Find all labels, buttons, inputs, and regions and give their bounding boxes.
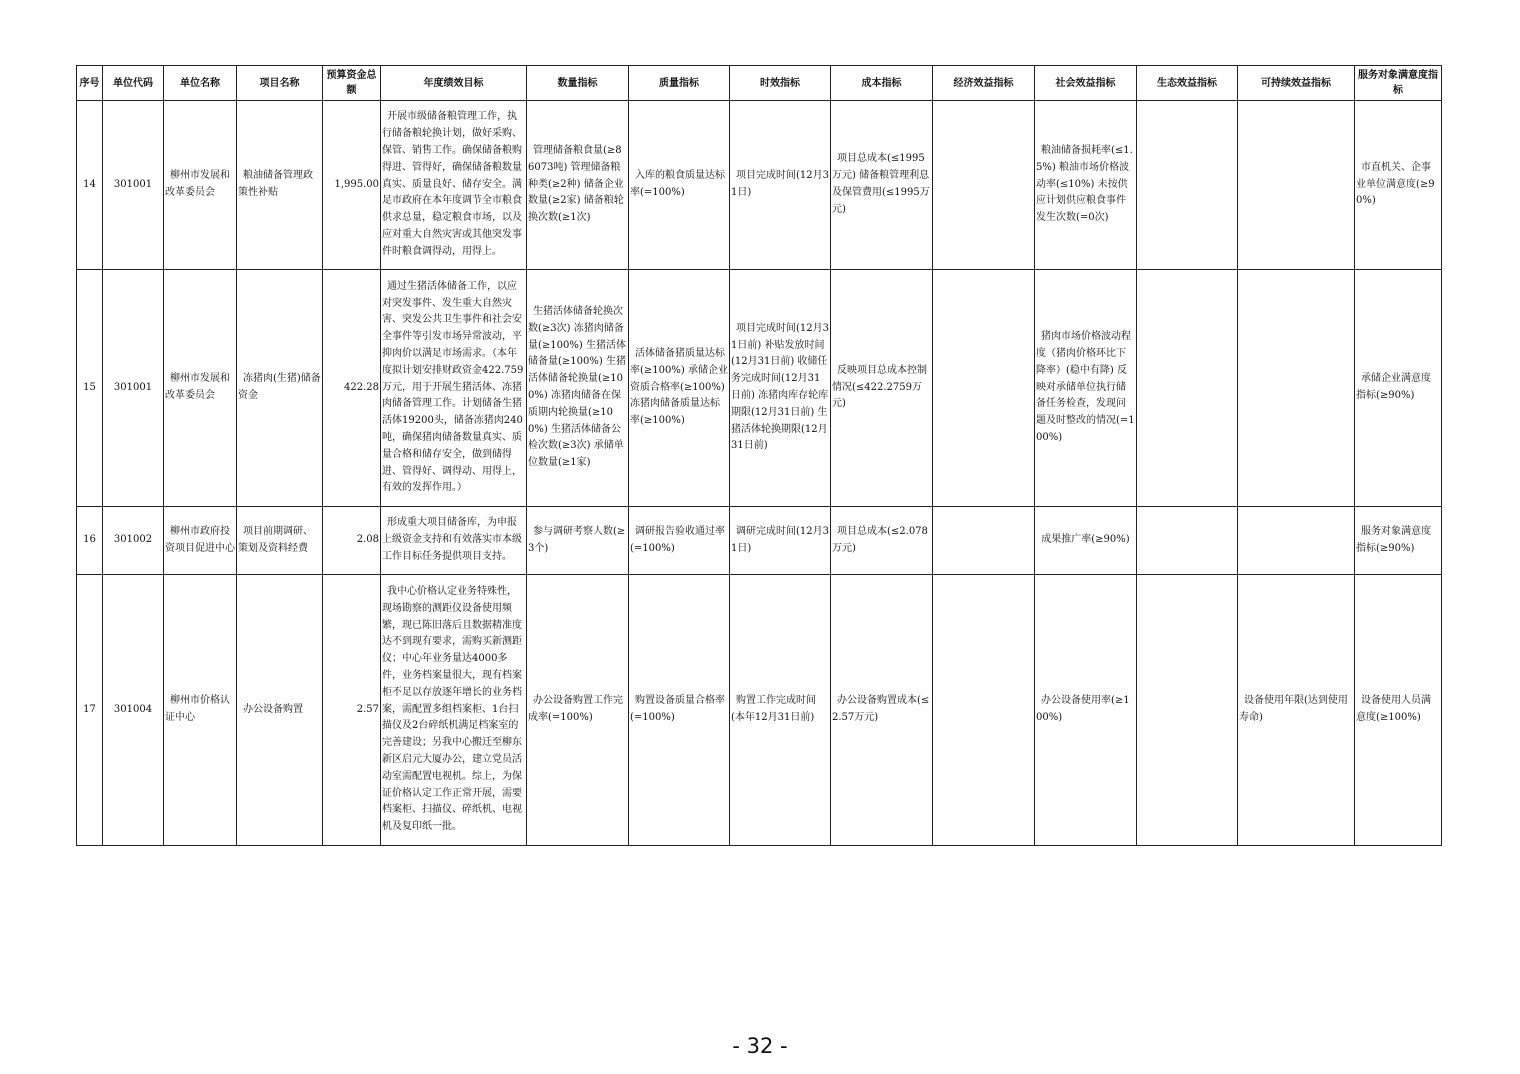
cell-ecological bbox=[1137, 575, 1238, 846]
cell-ecological bbox=[1137, 507, 1238, 575]
cell-quality: 购置设备质量合格率(=100%) bbox=[629, 575, 730, 846]
page-number: - 32 - bbox=[732, 1034, 788, 1058]
cell-ecological bbox=[1137, 101, 1238, 270]
cell-unit-name: 柳州市发展和改革委员会 bbox=[164, 101, 237, 270]
cell-social: 猪肉市场价格波动程度（猪肉价格环比下降率）(稳中有降) 反映对承储单位执行储备任务检查，发现问题及时整改的情况(=100%) bbox=[1035, 270, 1137, 507]
cell-economic bbox=[933, 270, 1035, 507]
cell-budget: 2.57 bbox=[323, 575, 381, 846]
cell-sustainable bbox=[1238, 270, 1355, 507]
table-row bbox=[77, 507, 1442, 575]
header-sustainable: 可持续效益指标 bbox=[1238, 66, 1355, 101]
cell-cost: 办公设备购置成本(≤2.57万元) bbox=[831, 575, 933, 846]
cell-annual-goal: 我中心价格认定业务特殊性，现场勘察的测距仪设备使用频繁，现已陈旧落后且数据精准度达不到现有要求，需购买新测距仪；中心年业务量达4000多件，业务档案量很大，现有档案柜不足以存放逐年增长的业务档案，需配置多组档案柜、1台扫描仪及2台碎纸机满足档案室的完善建设；另我中心搬迁至柳东新区启元大厦办公，建立党员活动室需配置电视机。综上，为保证价格认定工作正常开展，需要档案柜、扫描仪、碎纸机、电视机及复印纸一批。 bbox=[381, 575, 527, 846]
cell-annual-goal: 形成重大项目储备库，为申报上级资金支持和有效落实市本级工作目标任务提供项目支持。 bbox=[381, 507, 527, 575]
table-row bbox=[77, 575, 1442, 846]
header-satisfaction: 服务对象满意度指标 bbox=[1355, 66, 1442, 101]
cell-quantity: 管理储备粮食量(≥86073吨) 管理储备粮种类(≥2种) 储备企业数量(≥2家) 储备粮轮换次数(≥1次) bbox=[527, 101, 629, 270]
header-quantity: 数量指标 bbox=[527, 66, 629, 101]
cell-no: 17 bbox=[77, 575, 103, 846]
cell-project-name: 办公设备购置 bbox=[237, 575, 323, 846]
header-project-name: 项目名称 bbox=[237, 66, 323, 101]
header-budget: 预算资金总额 bbox=[323, 66, 381, 101]
table-row bbox=[77, 101, 1442, 270]
performance-table bbox=[76, 65, 1442, 846]
cell-cost: 反映项目总成本控制情况(≤422.2759万元) bbox=[831, 270, 933, 507]
cell-project-name: 项目前期调研、策划及资料经费 bbox=[237, 507, 323, 575]
cell-budget: 422.28 bbox=[323, 270, 381, 507]
cell-sustainable bbox=[1238, 507, 1355, 575]
cell-social: 成果推广率(≥90%) bbox=[1035, 507, 1137, 575]
cell-no: 16 bbox=[77, 507, 103, 575]
cell-quality: 活体储备猪质量达标率(≥100%) 承储企业资质合格率(≥100%) 冻猪肉储备质量达标率(≥100%) bbox=[629, 270, 730, 507]
cell-budget: 1,995.00 bbox=[323, 101, 381, 270]
cell-unit-name: 柳州市政府投资项目促进中心 bbox=[164, 507, 237, 575]
cell-unit-code: 301004 bbox=[103, 575, 164, 846]
cell-budget: 2.08 bbox=[323, 507, 381, 575]
cell-timeliness: 项目完成时间(12月31日前) 补贴发放时间(12月31日前) 收储任务完成时间(12月31日前) 冻猪肉库存轮库期限(12月31日前) 生猪活体轮换期限(12月31日前) bbox=[730, 270, 831, 507]
cell-project-name: 冻猪肉(生猪)储备资金 bbox=[237, 270, 323, 507]
cell-economic bbox=[933, 575, 1035, 846]
cell-unit-name: 柳州市价格认证中心 bbox=[164, 575, 237, 846]
cell-unit-name: 柳州市发展和改革委员会 bbox=[164, 270, 237, 507]
header-economic: 经济效益指标 bbox=[933, 66, 1035, 101]
header-no: 序号 bbox=[77, 66, 103, 101]
header-unit-name: 单位名称 bbox=[164, 66, 237, 101]
cell-satisfaction: 服务对象满意度指标(≥90%) bbox=[1355, 507, 1442, 575]
table-header-row bbox=[77, 66, 1442, 101]
cell-annual-goal: 通过生猪活体储备工作，以应对突发事件、发生重大自然灾害、突发公共卫生事件和社会安全事件等引发市场异常波动，平抑肉价以满足市场需求。（本年度拟计划安排财政资金422.759万元，用于开展生猪活体、冻猪肉储备管理工作。计划储备生猪活体19200头，储备冻猪肉240吨，确保猪肉储备数量真实、质量合格和储存安全，做到储得进、管得好、调得动、用得上，有效的发挥作用。） bbox=[381, 270, 527, 507]
cell-ecological bbox=[1137, 270, 1238, 507]
cell-unit-code: 301001 bbox=[103, 270, 164, 507]
cell-social: 粮油储备损耗率(≤1.5%) 粮油市场价格波动率(≤10%) 未按供应计划供应粮食事件发生次数(=0次) bbox=[1035, 101, 1137, 270]
cell-quality: 调研报告验收通过率(=100%) bbox=[629, 507, 730, 575]
cell-quantity: 办公设备购置工作完成率(=100%) bbox=[527, 575, 629, 846]
cell-no: 14 bbox=[77, 101, 103, 270]
header-ecological: 生态效益指标 bbox=[1137, 66, 1238, 101]
cell-cost: 项目总成本(≤1995万元) 储备粮管理利息及保管费用(≤1995万元) bbox=[831, 101, 933, 270]
cell-quantity: 生猪活体储备轮换次数(≥3次) 冻猪肉储备量(≥100%) 生猪活体储备量(≥100%) 生猪活体储备轮换量(≥100%) 冻猪肉储备在保质期内轮换量(≥100%) 生猪活体储备公检次数(≥3次) 承储单位数量(≥1家) bbox=[527, 270, 629, 507]
header-unit-code: 单位代码 bbox=[103, 66, 164, 101]
cell-timeliness: 购置工作完成时间(本年12月31日前) bbox=[730, 575, 831, 846]
cell-no: 15 bbox=[77, 270, 103, 507]
cell-unit-code: 301001 bbox=[103, 101, 164, 270]
cell-timeliness: 项目完成时间(12月31日) bbox=[730, 101, 831, 270]
cell-satisfaction: 设备使用人员满意度(≥100%) bbox=[1355, 575, 1442, 846]
cell-cost: 项目总成本(≤2.078万元) bbox=[831, 507, 933, 575]
header-cost: 成本指标 bbox=[831, 66, 933, 101]
cell-economic bbox=[933, 507, 1035, 575]
cell-economic bbox=[933, 101, 1035, 270]
cell-project-name: 粮油储备管理政策性补贴 bbox=[237, 101, 323, 270]
header-annual-goal: 年度绩效目标 bbox=[381, 66, 527, 101]
header-social: 社会效益指标 bbox=[1035, 66, 1137, 101]
cell-social: 办公设备使用率(≥100%) bbox=[1035, 575, 1137, 846]
cell-satisfaction: 承储企业满意度指标(≥90%) bbox=[1355, 270, 1442, 507]
header-timeliness: 时效指标 bbox=[730, 66, 831, 101]
cell-sustainable: 设备使用年限(达到使用寿命) bbox=[1238, 575, 1355, 846]
cell-annual-goal: 开展市级储备粮管理工作，执行储备粮轮换计划，做好采购、保管、销售工作。确保储备粮购得进、管得好，确保储备粮数量真实、质量良好、储存安全。满足市政府在本年度调节全市粮食供求总量，稳定粮食市场，以及应对重大自然灾害或其他突发事件时粮食调得动，用得上。 bbox=[381, 101, 527, 270]
header-quality: 质量指标 bbox=[629, 66, 730, 101]
cell-quality: 入库的粮食质量达标率(=100%) bbox=[629, 101, 730, 270]
cell-quantity: 参与调研考察人数(≥3个) bbox=[527, 507, 629, 575]
cell-satisfaction: 市直机关、企事业单位满意度(≥90%) bbox=[1355, 101, 1442, 270]
table-row bbox=[77, 270, 1442, 507]
cell-sustainable bbox=[1238, 101, 1355, 270]
cell-timeliness: 调研完成时间(12月31日) bbox=[730, 507, 831, 575]
cell-unit-code: 301002 bbox=[103, 507, 164, 575]
